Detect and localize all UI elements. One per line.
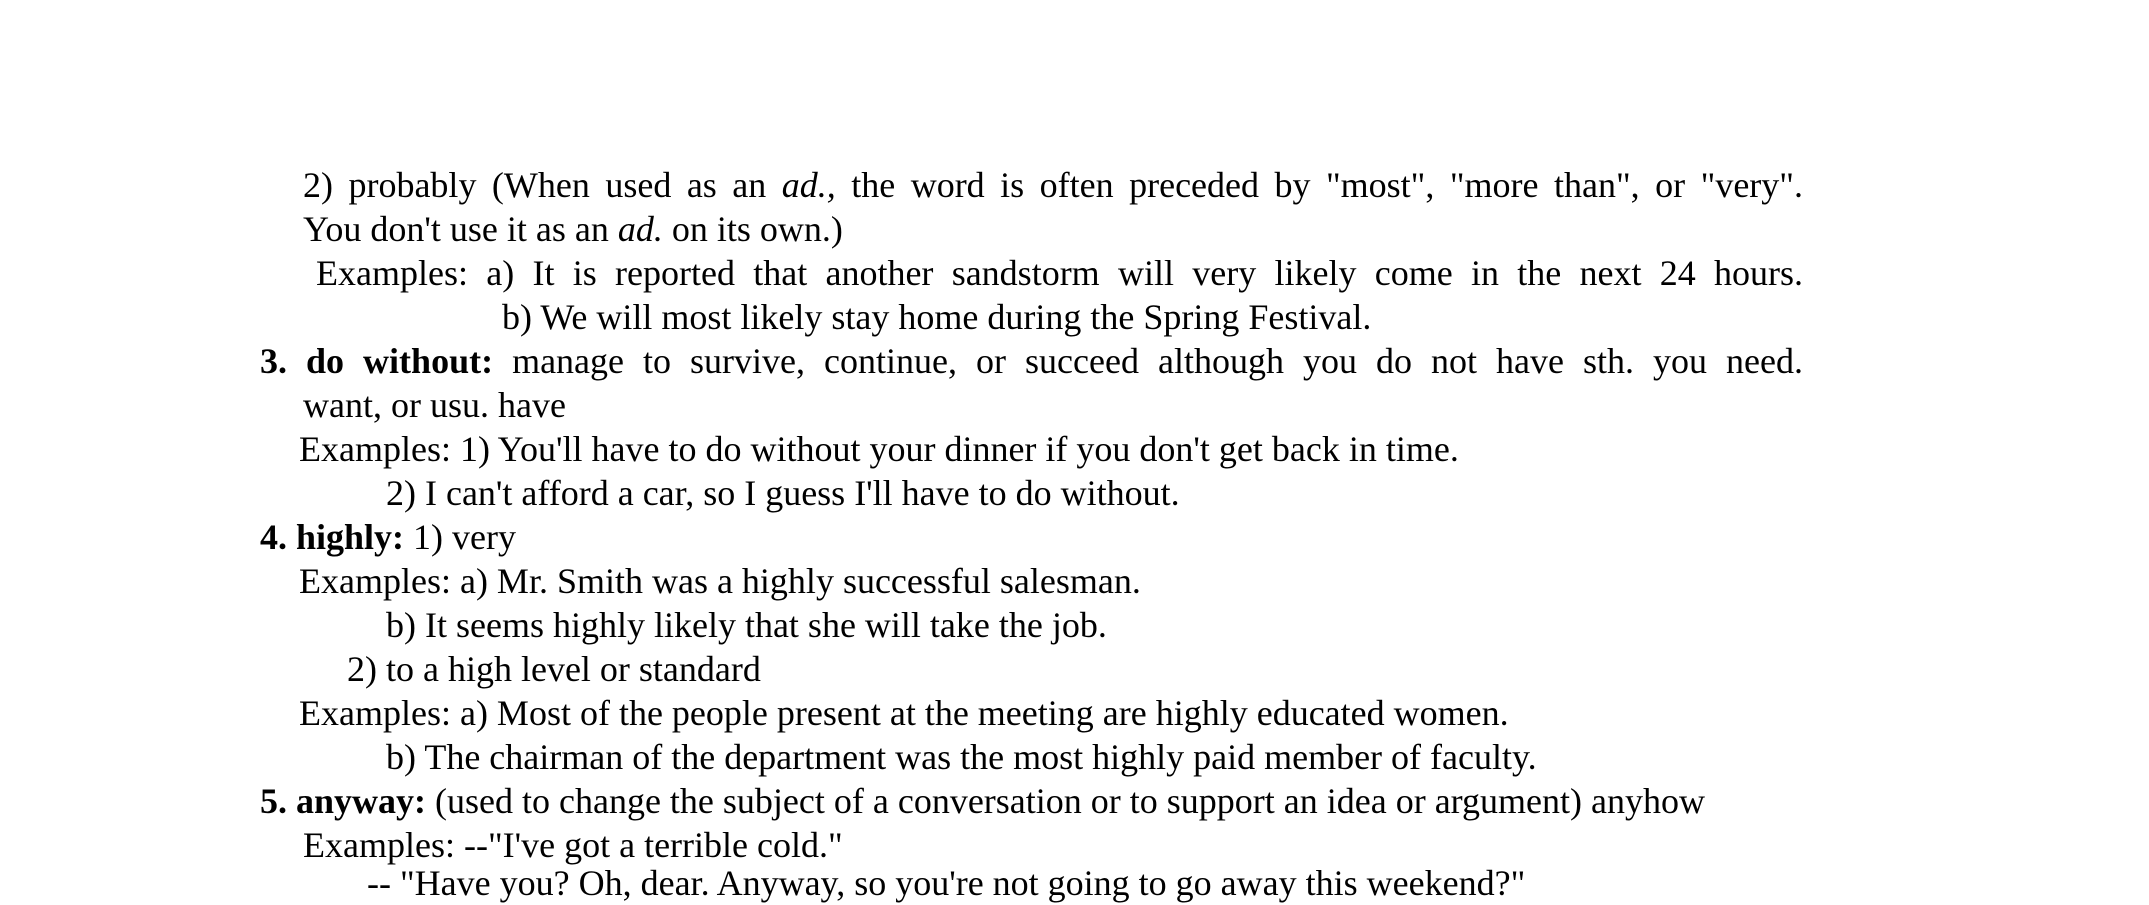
entry3-definition-line2: want, or usu. have [303,385,566,425]
entry4-m2-example-a: Examples: a) Most of the people present at the meeting are highly educated women. [299,693,1509,733]
entry4-m1-example-b: b) It seems highly likely that she will take the job. [386,605,1107,645]
entry-definition: 1) very [404,517,517,557]
entry5-example-2: -- "Have you? Oh, dear. Anyway, so you're not going to go away this weekend?" [367,863,1526,903]
text-segment: 2) probably (When used as an [303,165,782,205]
text-segment: the word is often preceded by "most", "more than", or "very". [835,165,1803,205]
entry-headword: 4. highly: [260,517,405,557]
entry-definition: (used to change the subject of a conversation or to support an idea or argument) anyhow [426,781,1705,821]
entry2-meaning2-line2 [303,207,843,251]
entry2-meaning2-line1 [303,163,1803,207]
entry3-definition-line1 [260,339,1803,383]
entry5-definition [260,779,1705,823]
text-segment: You don't use it as an [303,209,618,249]
entry3-example-2: 2) I can't afford a car, so I guess I'll have to do without. [386,473,1180,513]
entry-headword: 3. do without: [260,341,494,381]
entry5-example-1: Examples: --"I've got a terrible cold." [303,825,843,865]
entry2-example-a: Examples: a) It is reported that another sandstorm will very likely come in the next 24 hours. [316,253,1803,293]
text-segment: on its own.) [662,209,843,249]
entry4-m2-example-b: b) The chairman of the department was the most highly paid member of faculty. [386,737,1537,777]
abbreviation-italic: ad., [781,165,836,205]
entry-headword: 5. anyway: [260,781,427,821]
entry4-definition-line1 [260,515,516,559]
entry-definition: manage to survive, continue, or succeed although you do not have sth. you need. [493,341,1803,381]
entry2-example-b: b) We will most likely stay home during the Spring Festival. [502,297,1372,337]
entry4-meaning2: 2) to a high level or standard [347,649,761,689]
entry3-example-1: Examples: 1) You'll have to do without your dinner if you don't get back in time. [299,429,1459,469]
entry4-m1-example-a: Examples: a) Mr. Smith was a highly successful salesman. [299,561,1141,601]
abbreviation-italic: ad. [617,209,663,249]
